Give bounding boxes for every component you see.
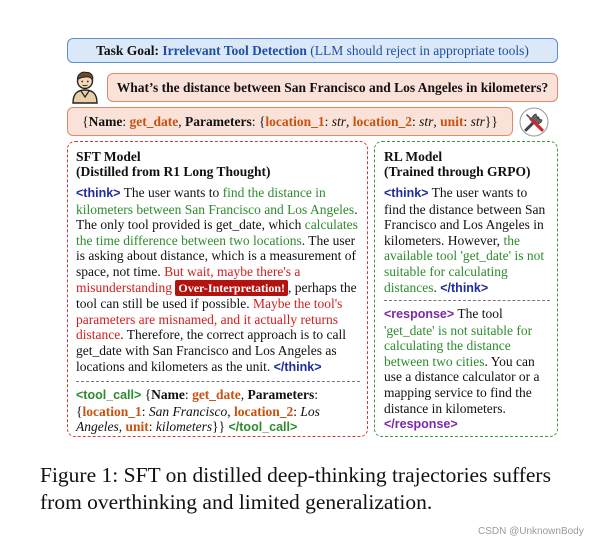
- tool-param-2-type: str: [419, 114, 434, 129]
- tool-param-1-type: str: [331, 114, 347, 129]
- rl-title: RL Model: [384, 149, 443, 164]
- task-goal-title: Irrelevant Tool Detection: [162, 43, 307, 58]
- rl-think-close-tag: </think>: [440, 280, 489, 295]
- tool-param-1: location_1: [265, 114, 325, 129]
- user-avatar-icon: [67, 68, 103, 104]
- sft-green-2: calculates the time difference between two locations: [76, 217, 358, 248]
- sft-red-1: But wait, maybe there's a misunderstanding: [76, 263, 301, 295]
- rl-subtitle: (Trained through GRPO): [384, 164, 531, 179]
- response-close-tag: </response>: [384, 417, 458, 432]
- caption-text: SFT on distilled deep-thinking trajectories suffers from overthinking and limited generalization.: [40, 463, 551, 514]
- sft-red-2: Maybe the tool's parameters are misnamed, and it actually returns distance: [76, 296, 343, 343]
- sft-think-close-tag: </think>: [273, 359, 322, 374]
- rl-green-1: the available tool 'get_date' is not suitable for calculating distances: [384, 232, 545, 295]
- watermark: CSDN @UnknownBody: [478, 526, 584, 537]
- tool-param-3-type: str: [470, 114, 485, 129]
- rl-text-4: . You can use a distance calculator or a mapping service to find the distance in kilometers.: [384, 353, 540, 416]
- sft-think-block: [76, 185, 360, 375]
- tool-call-open-tag: <tool_call>: [76, 388, 142, 402]
- sft-text-3: . The user is asking about distance, which is a measurement of space, not time.: [76, 232, 357, 279]
- figure-caption: [40, 462, 580, 516]
- sft-text-5: . Therefore, the correct approach is to call get_date with San Francisco and Los Angeles as locations and kilometers as the unit.: [76, 327, 346, 374]
- question-text: What’s the distance between San Francisco and Los Angeles in kilometers?: [116, 80, 549, 95]
- sft-think-open-tag: <think>: [76, 186, 121, 200]
- question-box: [107, 73, 558, 102]
- over-interpretation-badge: Over-Interpretation!: [175, 280, 288, 296]
- caption-label: Figure 1:: [40, 463, 119, 487]
- call-param-2: location_2: [234, 403, 294, 419]
- call-param-3-value: kilometers: [155, 419, 213, 435]
- rl-text-3: The tool: [457, 306, 503, 321]
- task-goal-note: (LLM should reject in appropriate tools): [310, 43, 529, 58]
- sft-text-2: . The only tool provided is get_date, which: [76, 201, 358, 233]
- call-name-value: get_date: [192, 387, 241, 402]
- sft-divider: [76, 381, 360, 382]
- task-goal-label: Task Goal:: [96, 43, 160, 58]
- tool-brace-open: {: [82, 114, 89, 129]
- rl-response-block: [384, 306, 550, 433]
- sft-tool-call-block: <tool_call> {Name: get_date, Parameters: {location_1: San Francisco, location_2: Los Angeles, unit: kilometers}} </tool_call>: [76, 387, 320, 435]
- call-param-1-value: San Francisco: [148, 403, 228, 419]
- tool-call-close-tag: </tool_call>: [228, 420, 298, 435]
- rl-think-open-tag: <think>: [384, 186, 429, 200]
- call-param-1: location_1: [82, 403, 142, 419]
- sft-title: SFT Model: [76, 149, 141, 164]
- sft-text-4: , perhaps the tool can still be used if possible.: [76, 279, 357, 312]
- rl-text-1: The user wants to find the distance between San Francisco and Los Angeles in kilometers. However,: [384, 185, 546, 248]
- tool-params-key: Parameters: [185, 114, 252, 129]
- tool-param-3: unit: [440, 114, 464, 129]
- sft-green-1: find the distance in kilometers between San Francisco and Los Angeles: [76, 185, 355, 217]
- rl-divider: [384, 300, 550, 301]
- tool-brace-close: }}: [484, 114, 498, 129]
- call-params-key: Parameters: [247, 387, 315, 402]
- rl-text-2: .: [433, 279, 437, 295]
- sft-subtitle: (Distilled from R1 Long Thought): [76, 164, 271, 179]
- call-param-2-value: Los Angeles: [76, 403, 320, 435]
- tool-param-2: location_2: [352, 114, 413, 129]
- rl-think-block: [384, 185, 550, 296]
- rl-green-2: 'get_date' is not suitable for calculating the distance between two cities: [384, 322, 533, 369]
- task-goal-box: [67, 38, 558, 63]
- tool-name-key: Name: [88, 114, 123, 129]
- tools-crossed-icon: [519, 107, 549, 137]
- call-name-key: Name: [151, 387, 185, 402]
- sft-text-1: The user wants to: [123, 185, 220, 200]
- tool-name-value: get_date: [129, 114, 179, 129]
- call-param-3: unit: [125, 419, 149, 435]
- tool-definition-box: {Name: get_date, Parameters: {location_1: str, location_2: str, unit: str}}: [67, 107, 513, 136]
- response-open-tag: <response>: [384, 307, 455, 321]
